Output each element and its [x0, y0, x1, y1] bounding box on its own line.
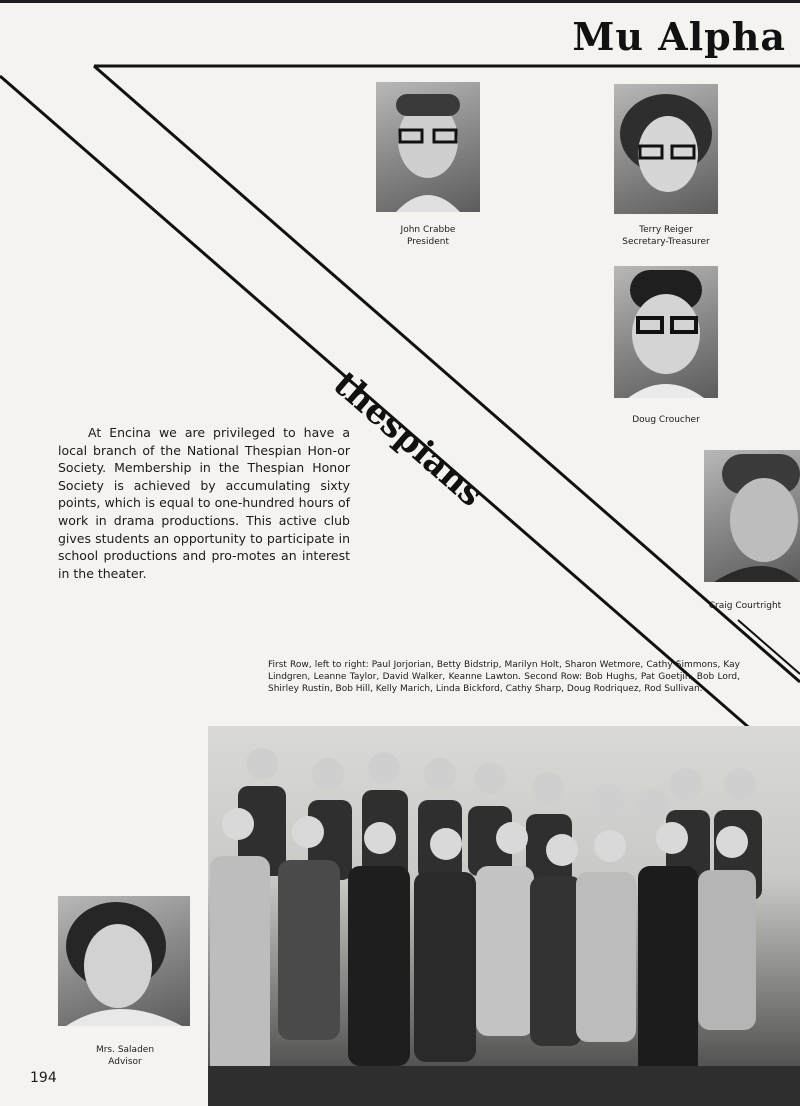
section-title: thespians: [325, 364, 491, 515]
officer-role: Secretary-Treasurer: [622, 237, 710, 247]
officer-caption-1: [370, 224, 486, 248]
officer-photo-craig-courtright: [704, 450, 800, 582]
page-number: 194: [30, 1070, 57, 1086]
advisor-caption: [64, 1044, 186, 1068]
page-title: Mu Alpha: [572, 14, 786, 59]
advisor-name: Mrs. Saladen: [95, 1045, 155, 1055]
group-photo-caption: First Row, left to right: Paul Jorjorian, Betty Bidstrip, Marilyn Holt, Sharon Wetmore, Cathy Simmons, Kay Lindgren, Leanne Taylor, David Walker, Keanne Lawton. Second Row: Bob Hughs, Pat Goetjin, Bob Lord, Shirley Rustin, Bob Hill, Kelly Marich, Linda Bickford, Cathy Sharp, Doug Rodriquez, Rod Sullivan.: [268, 660, 740, 694]
group-photo: [208, 726, 800, 1106]
description-paragraph: At Encina we are privileged to have a local branch of the National Thespian Hon-or Society. Membership in the Thespian Honor Society is achieved by accumulating sixty points, which is equal to one-hundred hours of work in drama productions. This active club gives students an opportunity to participate in school productions and pro-motes an interest in the theater.: [58, 425, 350, 581]
officer-name: Craig Courtright: [708, 601, 782, 611]
advisor-photo: [58, 896, 190, 1026]
officer-photo-doug-croucher: [614, 266, 718, 398]
officer-name: John Crabbe: [400, 225, 456, 235]
officer-photo-terry-reiger: [614, 84, 718, 214]
officer-caption-4: [690, 600, 800, 612]
advisor-role: Advisor: [108, 1057, 142, 1067]
officer-role: President: [407, 237, 449, 247]
officer-name: Terry Reiger: [639, 225, 693, 235]
officer-name: Doug Croucher: [632, 415, 700, 425]
officer-caption-3: [604, 414, 728, 426]
officer-photo-john-crabbe: [376, 82, 480, 212]
officer-caption-2: [604, 224, 728, 248]
